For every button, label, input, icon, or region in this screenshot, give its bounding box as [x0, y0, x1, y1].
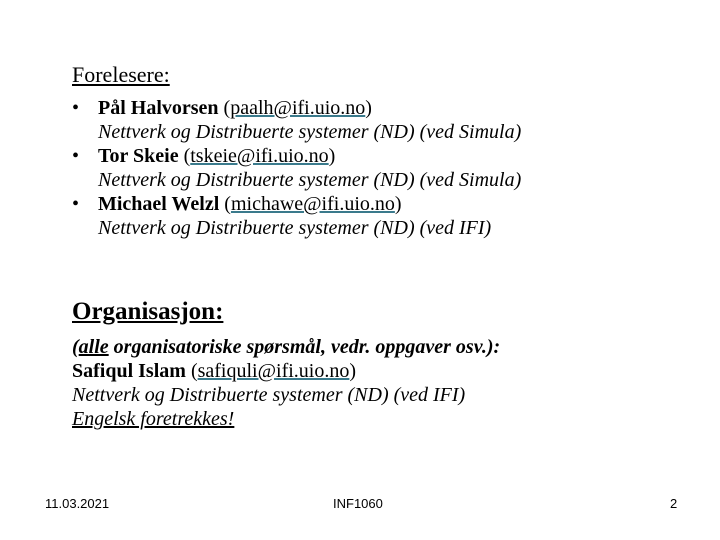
email-link[interactable]: safiquli@ifi.uio.no: [197, 360, 350, 382]
question-open: (: [72, 336, 79, 358]
contact-name: Safiqul Islam: [72, 360, 186, 382]
lecturer-department: Nettverk og Distribuerte systemer (ND) (ved Simula): [98, 121, 522, 143]
email-link[interactable]: tskeie@ifi.uio.no: [190, 145, 329, 167]
list-item: [72, 144, 521, 192]
bullet-icon: •: [72, 97, 80, 119]
lecturer-name: Pål Halvorsen: [98, 97, 219, 119]
language-preference: Engelsk foretrekkes!: [72, 408, 235, 430]
footer-date: 11.03.2021: [45, 496, 110, 511]
paren-close: ): [394, 193, 402, 215]
contact-department: Nettverk og Distribuerte systemer (ND) (ved IFI): [72, 384, 466, 406]
paren-open: (: [219, 193, 231, 215]
lecturer-department: Nettverk og Distribuerte systemer (ND) (ved IFI): [98, 217, 492, 239]
paren-open: (: [218, 97, 231, 119]
paren-open: (: [185, 360, 198, 382]
organisation-heading: Organisasjon:: [72, 298, 224, 325]
email-link[interactable]: paalh@ifi.uio.no: [230, 97, 366, 119]
paren-close: ): [328, 145, 336, 167]
bullet-icon: •: [72, 145, 80, 167]
contact-line: [72, 359, 500, 383]
list-item: [72, 192, 521, 240]
organisation-block: [72, 335, 500, 431]
lecturer-name: Tor Skeie: [98, 145, 179, 167]
page-number: 2: [670, 496, 678, 511]
paren-close: ): [365, 97, 372, 119]
question-rest: organisatoriske spørsmål, vedr. oppgaver osv.):: [108, 336, 501, 358]
organisation-question: [72, 335, 500, 359]
footer-course: INF1060: [333, 496, 383, 511]
paren-close: ): [349, 360, 357, 382]
list-item: [72, 96, 521, 144]
question-emphasis: alle: [78, 336, 109, 358]
email-link[interactable]: michawe@ifi.uio.no: [230, 193, 395, 215]
paren-open: (: [178, 145, 191, 167]
lecturer-list: [72, 96, 521, 240]
lecturers-heading: Forelesere:: [72, 62, 170, 87]
bullet-icon: •: [72, 193, 80, 215]
lecturer-name: Michael Welzl: [98, 193, 220, 215]
lecturer-department: Nettverk og Distribuerte systemer (ND) (ved Simula): [98, 169, 522, 191]
